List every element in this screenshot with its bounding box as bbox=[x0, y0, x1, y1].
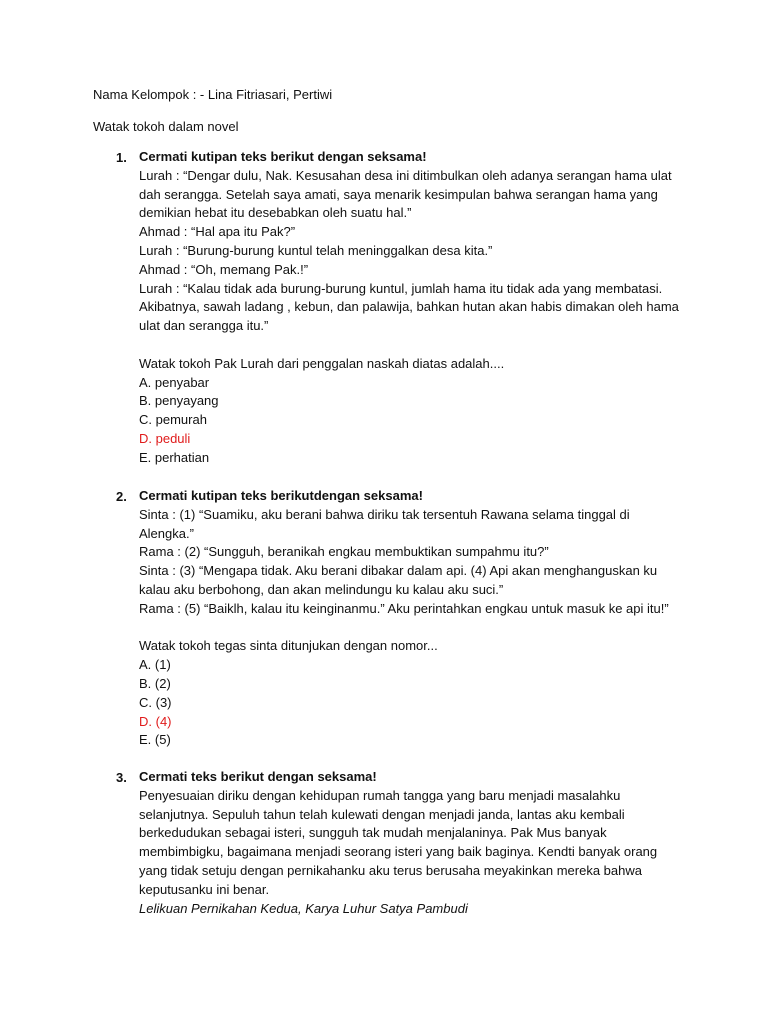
text-line: Akibatnya, sawah ladang , kebun, dan palawija, bahkan hutan akan habis dimakan oleh hama bbox=[139, 299, 679, 315]
question-number: 2. bbox=[116, 489, 127, 504]
text-line: ulat dan serangga itu.” bbox=[139, 318, 269, 334]
text-line: Lurah : “Burung-burung kuntul telah meninggalkan desa kita.” bbox=[139, 242, 493, 258]
spacer bbox=[139, 336, 687, 355]
text-line: Rama : (2) “Sungguh, beranikah engkau membuktikan sumpahmu itu?” bbox=[139, 544, 549, 560]
group-names: Nama Kelompok : - Lina Fitriasari, Pertiwi bbox=[93, 87, 333, 102]
option-e: E. perhatian bbox=[139, 449, 210, 465]
question-instruction: Cermati teks berikut dengan seksama! bbox=[139, 769, 377, 784]
text-line: Rama : (5) “Baiklh, kalau itu keinginanmu.” Aku perintahkan engkau untuk masuk ke api itu!” bbox=[139, 600, 669, 616]
text-line: Ahmad : “Oh, memang Pak.!” bbox=[139, 261, 309, 277]
text-line: dah serangga. Setelah saya amati, saya menarik kesimpulan bahwa serangan hama yang bbox=[139, 186, 658, 202]
source-citation: Lelikuan Pernikahan Kedua, Karya Luhur Satya Pambudi bbox=[139, 900, 468, 916]
option-a: A. (1) bbox=[139, 657, 171, 673]
option-b: B. (2) bbox=[139, 675, 171, 691]
option-a: A. penyabar bbox=[139, 374, 210, 390]
text-line: yang tidak setuju dengan pernikahanku aku terus berusaha meyakinkan mereka bahwa bbox=[139, 862, 642, 878]
text-line: membimbigku, bagaimana menjadi seorang isteri yang baik baginya. Kendti banyak orang bbox=[139, 844, 658, 860]
spacer bbox=[139, 619, 687, 638]
text-line: Alengka.” bbox=[139, 525, 194, 541]
question-body bbox=[139, 768, 687, 918]
topic-title: Watak tokoh dalam novel bbox=[93, 119, 239, 134]
option-c: C. (3) bbox=[139, 694, 172, 710]
text-line: Sinta : (3) “Mengapa tidak. Aku berani dibakar dalam api. (4) Api akan menghanguskan ku bbox=[139, 563, 658, 579]
question-body bbox=[139, 487, 687, 750]
text-line: Lurah : “Dengar dulu, Nak. Kesusahan desa ini ditimbulkan oleh adanya serangan hama ulat bbox=[139, 167, 672, 183]
text-line: Ahmad : “Hal apa itu Pak?” bbox=[139, 224, 296, 240]
question-instruction: Cermati kutipan teks berikut dengan seksama! bbox=[139, 149, 427, 164]
option-d-correct-answer: D. peduli bbox=[139, 430, 191, 446]
text-line: Penyesuaian diriku dengan kehidupan rumah tangga yang baru menjadi masalahku bbox=[139, 787, 621, 803]
text-line: keputusanku ini benar. bbox=[139, 881, 270, 897]
option-d-correct-answer: D. (4) bbox=[139, 713, 172, 729]
question-prompt: Watak tokoh Pak Lurah dari penggalan naskah diatas adalah.... bbox=[139, 355, 505, 371]
option-c: C. pemurah bbox=[139, 412, 207, 428]
question-number: 1. bbox=[116, 150, 127, 165]
question-body bbox=[139, 148, 687, 468]
text-line: Lurah : “Kalau tidak ada burung-burung kuntul, jumlah hama itu tidak ada yang membatasi. bbox=[139, 280, 663, 296]
option-b: B. penyayang bbox=[139, 393, 219, 409]
text-line: selanjutnya. Sepuluh tahun telah kulewati dengan menjadi janda, lantas aku kembali bbox=[139, 806, 625, 822]
text-line: berkedudukan sebagai isteri, sungguh tak mudah menjalaninya. Pak Mus banyak bbox=[139, 825, 607, 841]
question-number: 3. bbox=[116, 770, 127, 785]
text-line: demikian hebat itu desebabkan oleh suatu hal.” bbox=[139, 205, 412, 221]
option-e: E. (5) bbox=[139, 732, 171, 748]
text-line: Sinta : (1) “Suamiku, aku berani bahwa diriku tak tersentuh Rawana selama tinggal di bbox=[139, 506, 630, 522]
question-instruction: Cermati kutipan teks berikutdengan seksama! bbox=[139, 488, 423, 503]
text-line: kalau aku berbohong, dan akan melindungu ku kalau aku suci.” bbox=[139, 581, 504, 597]
question-prompt: Watak tokoh tegas sinta ditunjukan dengan nomor... bbox=[139, 638, 438, 654]
